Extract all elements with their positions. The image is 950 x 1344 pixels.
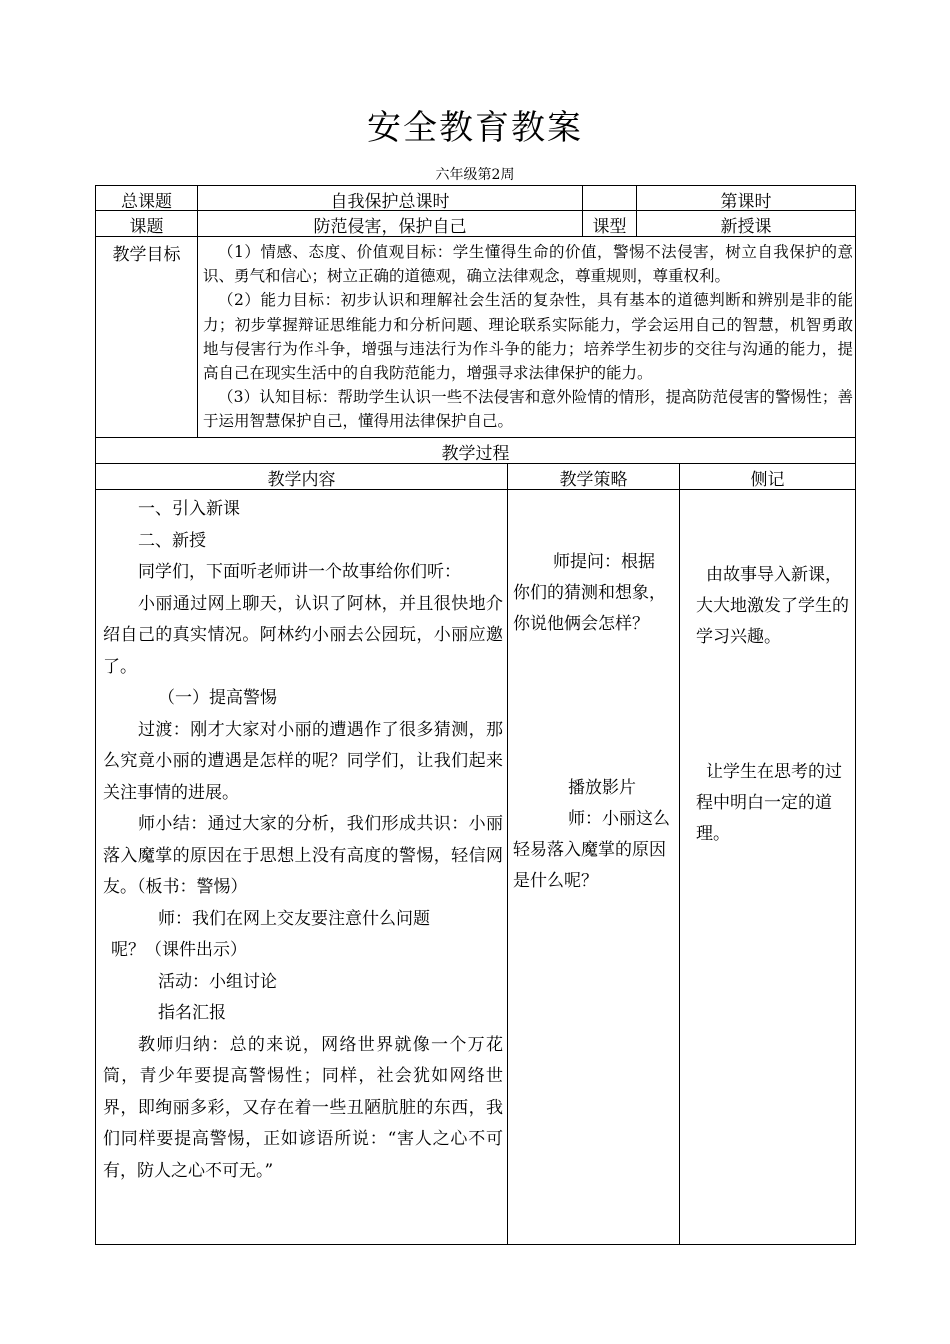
content-paragraph: 指名汇报 (158, 1003, 226, 1023)
objective-item: （3）认知目标：帮助学生认识一些不法侵害和意外险情的情形，提高防范侵害的警惕性；善于运用智慧保护自己，懂得用法律保护自己。 (203, 388, 853, 431)
content-paragraph: 呢？（课件出示） (111, 940, 247, 960)
content-paragraph: 活动：小组讨论 (158, 971, 277, 992)
content-paragraph: 二、新授 (138, 530, 206, 551)
note-block (696, 757, 851, 850)
strategy-text: 师：小丽这么轻易落入魔掌的原因是什么呢？ (513, 809, 670, 891)
content-paragraph: 同学们，下面听老师讲一个故事给你们听： (138, 562, 461, 582)
label-lesson-type: 课型 (592, 217, 627, 237)
strategy-text: 播放影片 (568, 778, 636, 798)
content-paragraph: 教师归纳：总的来说，网络世界就像一个万花筒，青少年要提高警惕性；同样，社会犹如网络世界，即绚丽多彩，又存在着一些丑陋肮脏的东西，我们同样要提高警惕，正如谚语所说：“害人之心不可有，防人之心不可无。” (103, 1034, 503, 1181)
objective-item: （1）情感、态度、价值观目标：学生懂得生命的价值，警惕不法侵害，树立自我保护的意识、勇气和信心；树立正确的道德观，确立法律观念，尊重规则，尊重权利。 (203, 243, 853, 286)
content-paragraph: 过渡：刚才大家对小丽的遭遇作了很多猜测，那么究竟小丽的遭遇是怎样的呢？同学们，让我们起来关注事情的进展。 (103, 719, 503, 803)
content-paragraph: 一、引入新课 (138, 499, 240, 519)
col-header-content: 教学内容 (267, 470, 336, 490)
document-subtitle: 六年级第2周 (435, 167, 515, 183)
section-heading: （一）提高警惕 (158, 688, 277, 708)
teaching-content (103, 494, 503, 1187)
document-title: 安全教育教案 (367, 108, 583, 148)
value-lesson-type: 新授课 (720, 217, 772, 237)
note-block (696, 560, 851, 653)
content-paragraph: 小丽通过网上聊天，认识了阿林，并且很快地介绍自己的真实情况。阿林约小丽去公园玩，小丽应邀了。 (103, 593, 503, 677)
objectives-list (203, 240, 853, 434)
content-paragraph: 师：我们在网上交友要注意什么问题 (158, 908, 430, 929)
value-topic: 防范侵害，保护自己 (313, 217, 467, 237)
lesson-hour: 第课时 (720, 192, 772, 212)
note-text: 由故事导入新课，大大地激发了学生的学习兴趣。 (696, 565, 849, 647)
objective-item: （2）能力目标：初步认识和理解社会生活的复杂性，具有基本的道德判断和辨别是非的能力；初步掌握辩证思维能力和分析问题、理论联系实际能力，学会运用自己的智慧，机智勇敢地与侵害行为作斗争，增强与违法行为作斗争的能力；培养学生初步的交往与沟通的能力，提高自己在现实生活中的自我防范能力，增强寻求法律保护的能力。 (203, 291, 853, 383)
note-text: 让学生在思考的过程中明白一定的道理。 (696, 762, 842, 844)
process-heading: 教学过程 (441, 444, 510, 464)
label-topic: 课题 (129, 217, 164, 237)
value-overall-topic: 自我保护总课时 (330, 192, 450, 212)
label-overall-topic: 总课题 (121, 192, 172, 212)
col-header-notes: 侧记 (750, 470, 785, 490)
label-objectives: 教学目标 (112, 245, 181, 265)
strategy-block (513, 773, 671, 897)
strategy-text: 师提问：根据你们的猜测和想象，你说他俩会怎样？ (513, 552, 666, 634)
content-paragraph: 师小结：通过大家的分析，我们形成共识：小丽落入魔掌的原因在于思想上没有高度的警惕，轻信网友。（板书：警惕） (103, 814, 503, 897)
col-header-strategy: 教学策略 (559, 470, 628, 490)
strategy-block (513, 547, 671, 640)
